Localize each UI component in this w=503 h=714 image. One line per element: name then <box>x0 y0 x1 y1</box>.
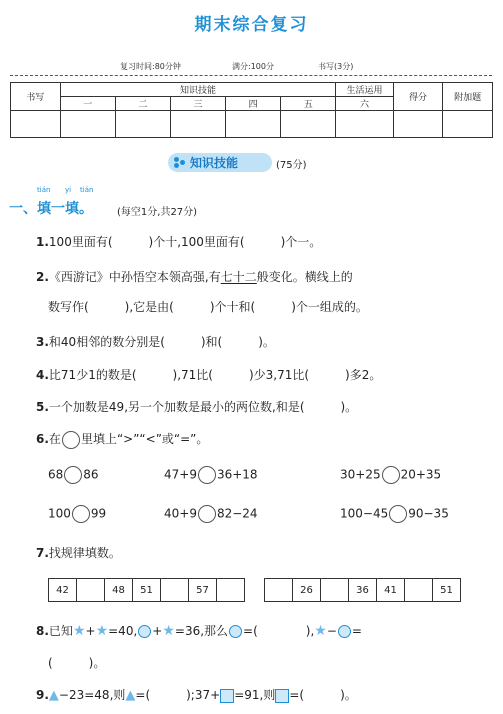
compare-circle[interactable] <box>198 466 216 484</box>
section-label: 知识技能 <box>190 156 239 170</box>
answer-blank[interactable]: =( )。 <box>289 688 357 702</box>
dots-icon <box>174 157 188 169</box>
sequence-table-2 <box>264 578 461 602</box>
score-cell[interactable] <box>281 111 336 138</box>
score-cell[interactable] <box>336 111 393 138</box>
square-icon <box>275 689 289 703</box>
compare-circle[interactable] <box>64 466 82 484</box>
score-cell[interactable] <box>60 111 115 138</box>
question-text[interactable]: 一个加数是49,另一个加数是最小的两位数,和是( )。 <box>48 400 358 414</box>
question-text: 找规律填数。 <box>48 546 121 560</box>
col-4: 四 <box>226 97 281 111</box>
underlined-number: 七十二 <box>220 270 257 284</box>
section-score: (75分) <box>276 160 307 171</box>
question-number: 6. <box>36 432 49 446</box>
question-text[interactable]: 100里面有( )个十,100里面有( )个一。 <box>48 235 322 249</box>
seq-cell[interactable] <box>265 579 293 602</box>
question-number: 2. <box>36 270 49 284</box>
seq-cell[interactable] <box>217 579 245 602</box>
question-text: 《西游记》中孙悟空本领高强,有 <box>48 270 221 284</box>
star-icon: ★ <box>72 623 86 639</box>
pinyin-2: yi <box>65 186 72 194</box>
question-number: 5. <box>36 400 49 414</box>
question-8: 8.已知★+★=40, +★=36,那么 =( ),★− = <box>36 623 362 639</box>
question-8-line-2[interactable]: ( )。 <box>48 656 106 670</box>
question-text: 里填上“>”“<”或“=”。 <box>80 432 209 446</box>
page-title: 期末综合复习 <box>194 15 309 35</box>
col-3: 三 <box>170 97 225 111</box>
square-icon <box>220 689 234 703</box>
star-icon: ★ <box>95 623 109 639</box>
question-number: 4. <box>36 368 49 382</box>
question-text: 般变化。横线上的 <box>256 270 353 284</box>
question-text[interactable]: 和40相邻的数分别是( )和( )。 <box>48 335 275 349</box>
header-writing: 书写 <box>11 83 61 111</box>
score-cell[interactable] <box>115 111 170 138</box>
compare-circle[interactable] <box>389 505 407 523</box>
circle-icon <box>229 625 242 638</box>
compare-item: 47+9 36+18 <box>164 466 258 484</box>
seq-cell[interactable] <box>161 579 189 602</box>
question-2 <box>36 268 353 285</box>
compare-circle[interactable] <box>72 505 90 523</box>
part-title: 一、填一填。 <box>9 201 93 217</box>
question-9: 9.▲−23=48,则▲=( );37+ =91,则 =( )。 <box>36 688 357 703</box>
header-bonus: 附加题 <box>443 83 493 111</box>
question-5 <box>36 398 357 415</box>
answer-blank[interactable]: =( );37+ <box>135 688 221 702</box>
seq-cell[interactable]: 26 <box>293 579 321 602</box>
col-2: 二 <box>115 97 170 111</box>
question-1 <box>36 233 321 250</box>
full-score: 满分:100分 <box>232 62 274 71</box>
seq-cell[interactable]: 48 <box>105 579 133 602</box>
score-cell[interactable] <box>393 111 443 138</box>
seq-cell[interactable]: 36 <box>349 579 377 602</box>
compare-circle[interactable] <box>382 466 400 484</box>
circle-icon <box>62 431 80 449</box>
col-6: 六 <box>336 97 393 111</box>
circle-icon <box>338 625 351 638</box>
compare-item: 68 86 <box>48 466 99 484</box>
seq-cell[interactable] <box>77 579 105 602</box>
compare-circle[interactable] <box>198 505 216 523</box>
seq-cell[interactable]: 51 <box>433 579 461 602</box>
star-icon: ★ <box>162 623 175 639</box>
col-5: 五 <box>281 97 336 111</box>
question-4 <box>36 366 381 383</box>
compare-item: 40+9 82−24 <box>164 505 258 523</box>
seq-cell[interactable]: 41 <box>377 579 405 602</box>
dashed-rule <box>10 75 492 76</box>
question-number: 7. <box>36 546 49 560</box>
question-number: 8. <box>36 624 49 638</box>
star-icon: ★ <box>314 623 327 639</box>
compare-item: 100−45 90−35 <box>340 505 449 523</box>
circle-icon <box>138 625 151 638</box>
triangle-icon: ▲ <box>48 688 59 703</box>
question-number: 3. <box>36 335 49 349</box>
score-table <box>10 82 493 138</box>
compare-item: 30+25 20+35 <box>340 466 441 484</box>
writing-score: 书写(3分) <box>318 62 354 71</box>
triangle-icon: ▲ <box>125 688 136 703</box>
review-time: 复习时间:80分钟 <box>120 62 181 71</box>
sequence-table-1 <box>48 578 245 602</box>
question-text[interactable]: 比71少1的数是( ),71比( )少3,71比( )多2。 <box>48 368 382 382</box>
question-7 <box>36 544 121 561</box>
answer-blank[interactable]: =( ), <box>243 624 315 638</box>
score-cell[interactable] <box>226 111 281 138</box>
score-cell[interactable] <box>443 111 493 138</box>
seq-cell[interactable]: 51 <box>133 579 161 602</box>
question-2-line-2[interactable]: 数写作( ),它是由( )个十和( )个一组成的。 <box>48 300 368 314</box>
question-number: 9. <box>36 688 49 702</box>
header-knowledge: 知识技能 <box>60 83 336 97</box>
header-score: 得分 <box>393 83 443 111</box>
pinyin-3: tián <box>80 186 94 194</box>
seq-cell[interactable]: 42 <box>49 579 77 602</box>
seq-cell[interactable]: 57 <box>189 579 217 602</box>
seq-cell[interactable] <box>405 579 433 602</box>
question-number: 1. <box>36 235 49 249</box>
part-note: (每空1分,共27分) <box>117 207 198 218</box>
header-life: 生活运用 <box>336 83 393 97</box>
section-banner <box>168 153 272 172</box>
compare-item: 100 99 <box>48 505 106 523</box>
question-text: 在 <box>48 432 61 446</box>
question-6 <box>36 430 208 449</box>
question-3 <box>36 333 275 350</box>
score-cell[interactable] <box>170 111 225 138</box>
pinyin-1: tián <box>37 186 51 194</box>
seq-cell[interactable] <box>321 579 349 602</box>
score-cell[interactable] <box>11 111 61 138</box>
col-1: 一 <box>60 97 115 111</box>
